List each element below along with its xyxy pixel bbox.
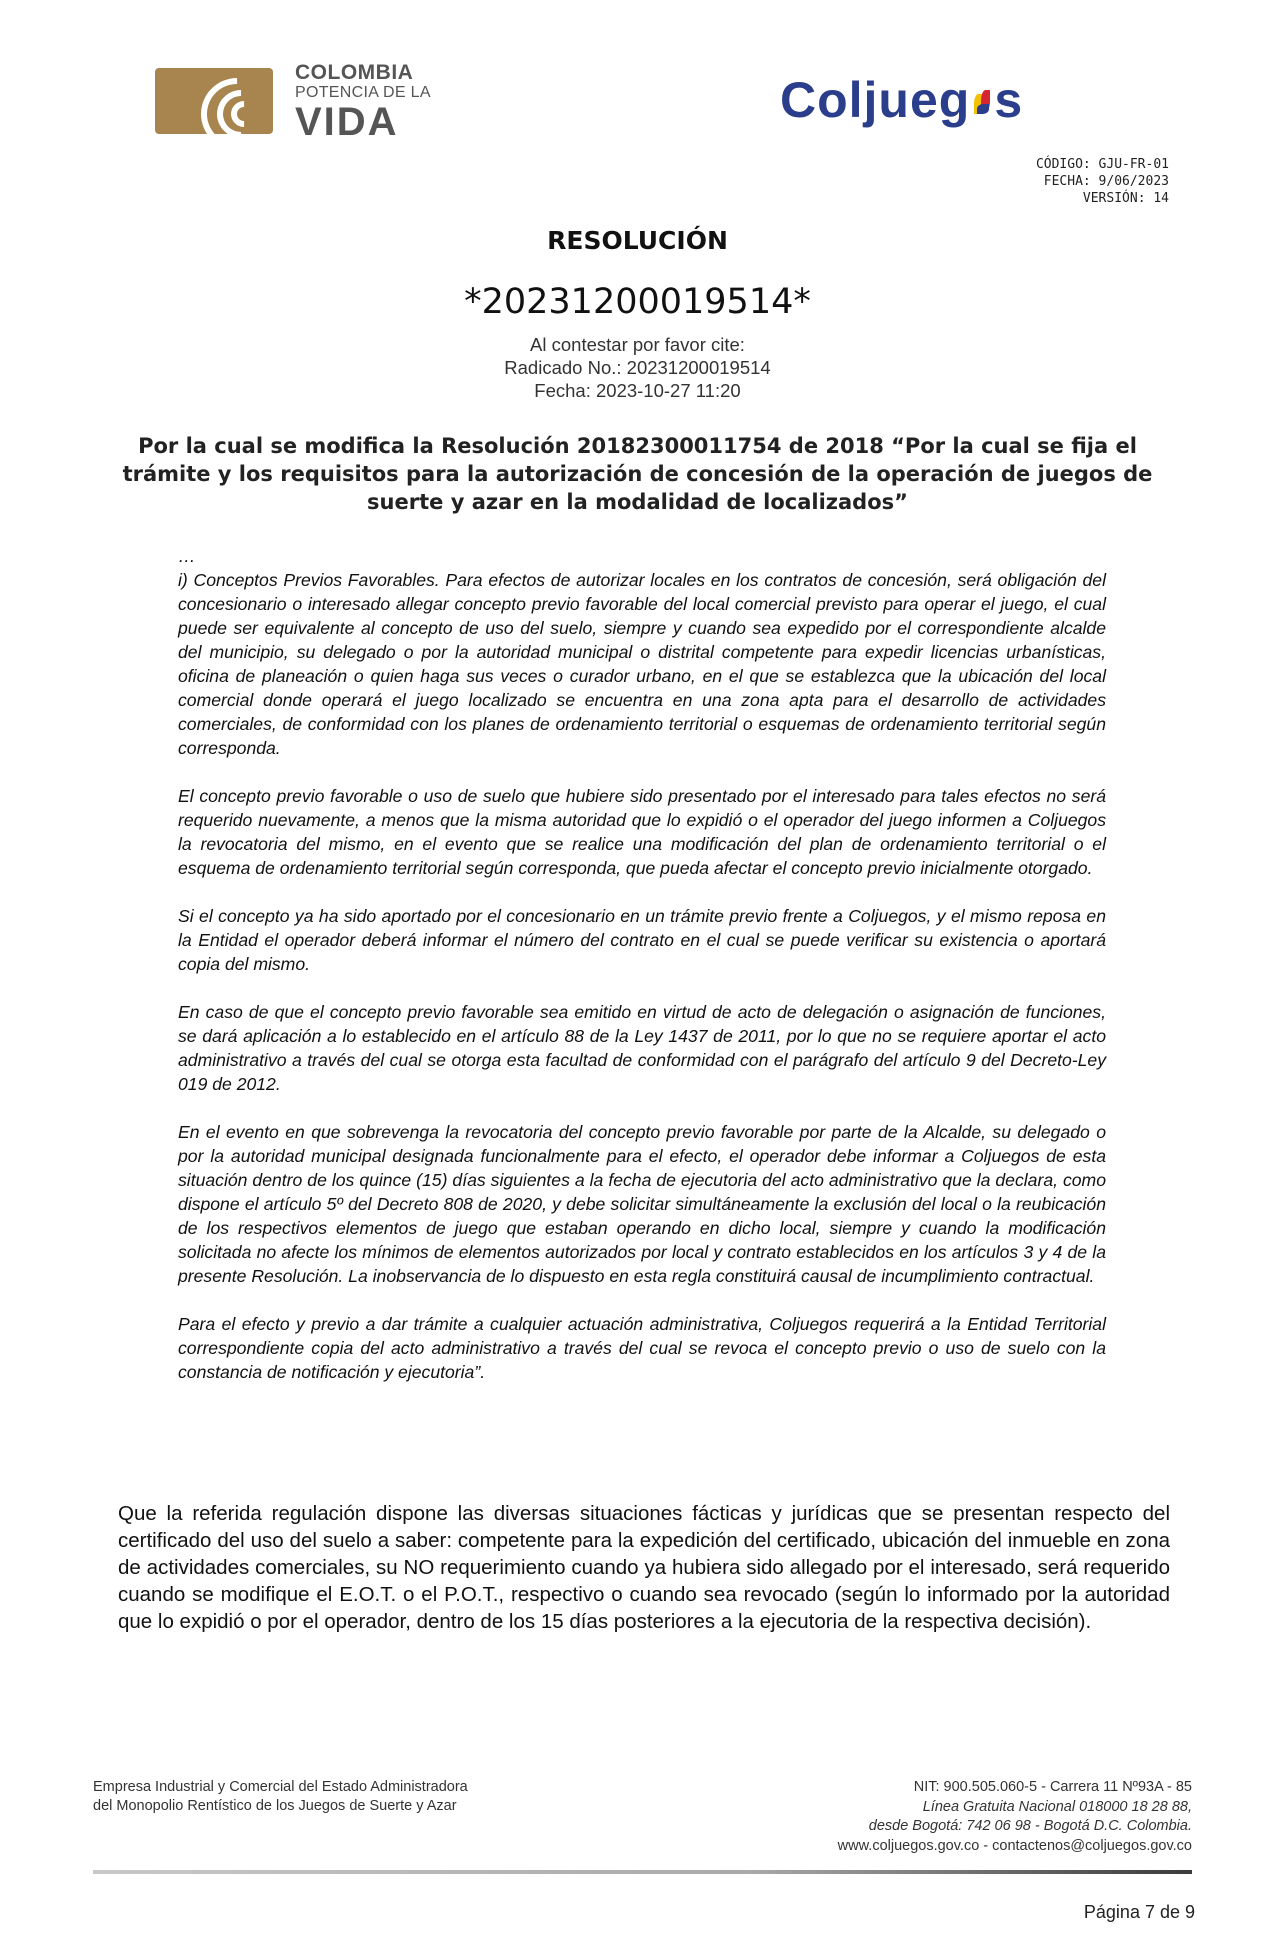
logo-left-line3: VIDA: [295, 100, 399, 144]
coljuegos-logo-part-a: Colju: [780, 72, 910, 128]
colombia-potencia-de-la-vida-logo: [155, 62, 475, 142]
footer-right-line3: desde Bogotá: 742 06 98 - Bogotá D.C. Colombia.: [868, 1818, 1192, 1834]
quoted-resolution-text: [178, 544, 1106, 1408]
quote-paragraph-2: El concepto previo favorable o uso de suelo que hubiere sido presentado por el interesado para tales efectos no será requerido nuevamente, a menos que la misma autoridad que lo expidió o el operador del juego informen a Coljuegos la revocatoria del mismo, en el evento que se realice una modificación del plan de ordenamiento territorial o el esquema de ordenamiento territorial según corresponda, que pueda afectar el concepto previo inicialmente otorgado.: [178, 786, 1106, 878]
coljuegos-logo-part-c: s: [994, 72, 1024, 128]
footer-left-line2: del Monopolio Rentístico de los Juegos de Suerte y Azar: [93, 1798, 457, 1814]
logo-left-line2: POTENCIA DE LA: [295, 84, 431, 101]
quote-paragraph-4: En caso de que el concepto previo favorable sea emitido en virtud de acto de delegación o asignación de funciones, se dará aplicación a lo establecido en el artículo 88 de la Ley 1437 de 2011, por lo que no se requiere aportar el acto administrativo a través del cual se otorga esta facultad de conformidad con el parágrafo del artículo 9 del Decreto-Ley 019 de 2012.: [178, 1002, 1106, 1094]
colombia-logo-text: [295, 62, 485, 142]
meta-fecha: FECHA: 9/06/2023: [1043, 174, 1169, 189]
resolution-subject: Por la cual se modifica la Resolución 20182300011754 de 2018 “Por la cual se fija el trámite y los requisitos para la autorización de concesión de la operación de juegos de suerte y azar en la modalidad de localizados”: [122, 434, 1153, 514]
quote-ellipsis: …: [178, 546, 196, 566]
radicado-barcode-text: *20231200019514*: [464, 282, 811, 322]
coljuegos-logo-part-b: eg: [909, 72, 971, 128]
cite-line1: Al contestar por favor cite:: [530, 334, 745, 355]
coljuegos-flame-icon: [972, 90, 992, 118]
footer-entity-info: [93, 1778, 468, 1816]
coljuegos-logo: [780, 72, 1160, 128]
cite-line3: Fecha: 2023-10-27 11:20: [534, 380, 741, 401]
footer-right-line2: Línea Gratuita Nacional 018000 18 28 88,: [922, 1798, 1192, 1815]
meta-codigo: CÓDIGO: GJU-FR-01: [1035, 157, 1169, 172]
footer-right-line1: NIT: 900.505.060-5 - Carrera 11 Nº93A - 85: [913, 1779, 1192, 1795]
footer-right-line4: www.coljuegos.gov.co - contactenos@coljuegos.gov.co: [837, 1837, 1192, 1854]
quote-paragraph-1: i) Conceptos Previos Favorables. Para efectos de autorizar locales en los contratos de concesión, será obligación del concesionario o interesado allegar concepto previo favorable del local comercial previsto para operar el juego, el cual puede ser equivalente al concepto de uso del suelo, siempre y cuando sea expedido por el correspondiente alcalde del municipio, su delegado o por la autoridad municipal o distrital competente para expedir licencias urbanísticas, oficina de planeación o quien haga sus veces o curador urbano, en el que se establezca que la ubicación del local comercial donde operará el juego localizado se encuentra en una zona apta para el desarrollo de actividades comerciales, de conformidad con los planes de ordenamiento territorial o esquemas de ordenamiento territorial según corresponda.: [178, 570, 1106, 758]
colombia-logo-mark-icon: [155, 68, 273, 134]
logo-left-line1: COLOMBIA: [295, 61, 414, 84]
cite-block: [0, 333, 1275, 402]
document-meta: [1036, 156, 1169, 207]
body-paragraph: Que la referida regulación dispone las diversas situaciones fácticas y jurídicas que se presentan respecto del certificado del uso del suelo a saber: competente para la expedición del certificado, ubicación del inmueble en zona de actividades comerciales, su NO requerimiento cuando ya hubiera sido allegado por el interesado, será requerido cuando se modifique el E.O.T. o el P.O.T., respectivo o cuando sea revocado (según lo informado por la autoridad que lo expidió o por el operador, dentro de los 15 días posteriores a la ejecutoria de la respectiva decisión).: [118, 1502, 1170, 1633]
meta-version: VERSIÓN: 14: [1082, 191, 1169, 206]
document-title: RESOLUCIÓN: [547, 226, 728, 255]
footer-left-line1: Empresa Industrial y Comercial del Estado Administradora: [93, 1779, 468, 1795]
page-number: Página 7 de 9: [1083, 1902, 1195, 1922]
footer-divider: [93, 1870, 1192, 1874]
quote-paragraph-6: Para el efecto y previo a dar trámite a cualquier actuación administrativa, Coljuegos requerirá a la Entidad Territorial correspondiente copia del acto administrativo a través del cual se revoca el concepto previo o uso de suelo con la constancia de notificación y ejecutoria”.: [178, 1314, 1106, 1382]
quote-paragraph-5: En el evento en que sobrevenga la revocatoria del concepto previo favorable por parte de la Alcalde, su delegado o por la autoridad municipal designada funcionalmente para el efecto, el operador debe informar a Coljuegos de esta situación dentro de los quince (15) días siguientes a la fecha de ejecutoria del acto administrativo que la declara, como dispone el artículo 5º del Decreto 808 de 2020, y debe solicitar simultáneamente la exclusión del local o la reubicación de los respectivos elementos de juego que estaban operando en dicho local, siempre y cuando la modificación solicitada no afecte los mínimos de elementos autorizados por local y contrato establecidos en los artículos 3 y 4 de la presente Resolución. La inobservancia de lo dispuesto en esta regla constituirá causal de incumplimiento contractual.: [178, 1122, 1106, 1286]
quote-paragraph-3: Si el concepto ya ha sido aportado por el concesionario en un trámite previo frente a Coljuegos, y el mismo reposa en la Entidad el operador deberá informar el número del contrato en el cual se puede verificar su existencia o aportará copia del mismo.: [178, 906, 1106, 974]
cite-line2: Radicado No.: 20231200019514: [504, 357, 771, 378]
footer-contact-info: [838, 1778, 1192, 1856]
